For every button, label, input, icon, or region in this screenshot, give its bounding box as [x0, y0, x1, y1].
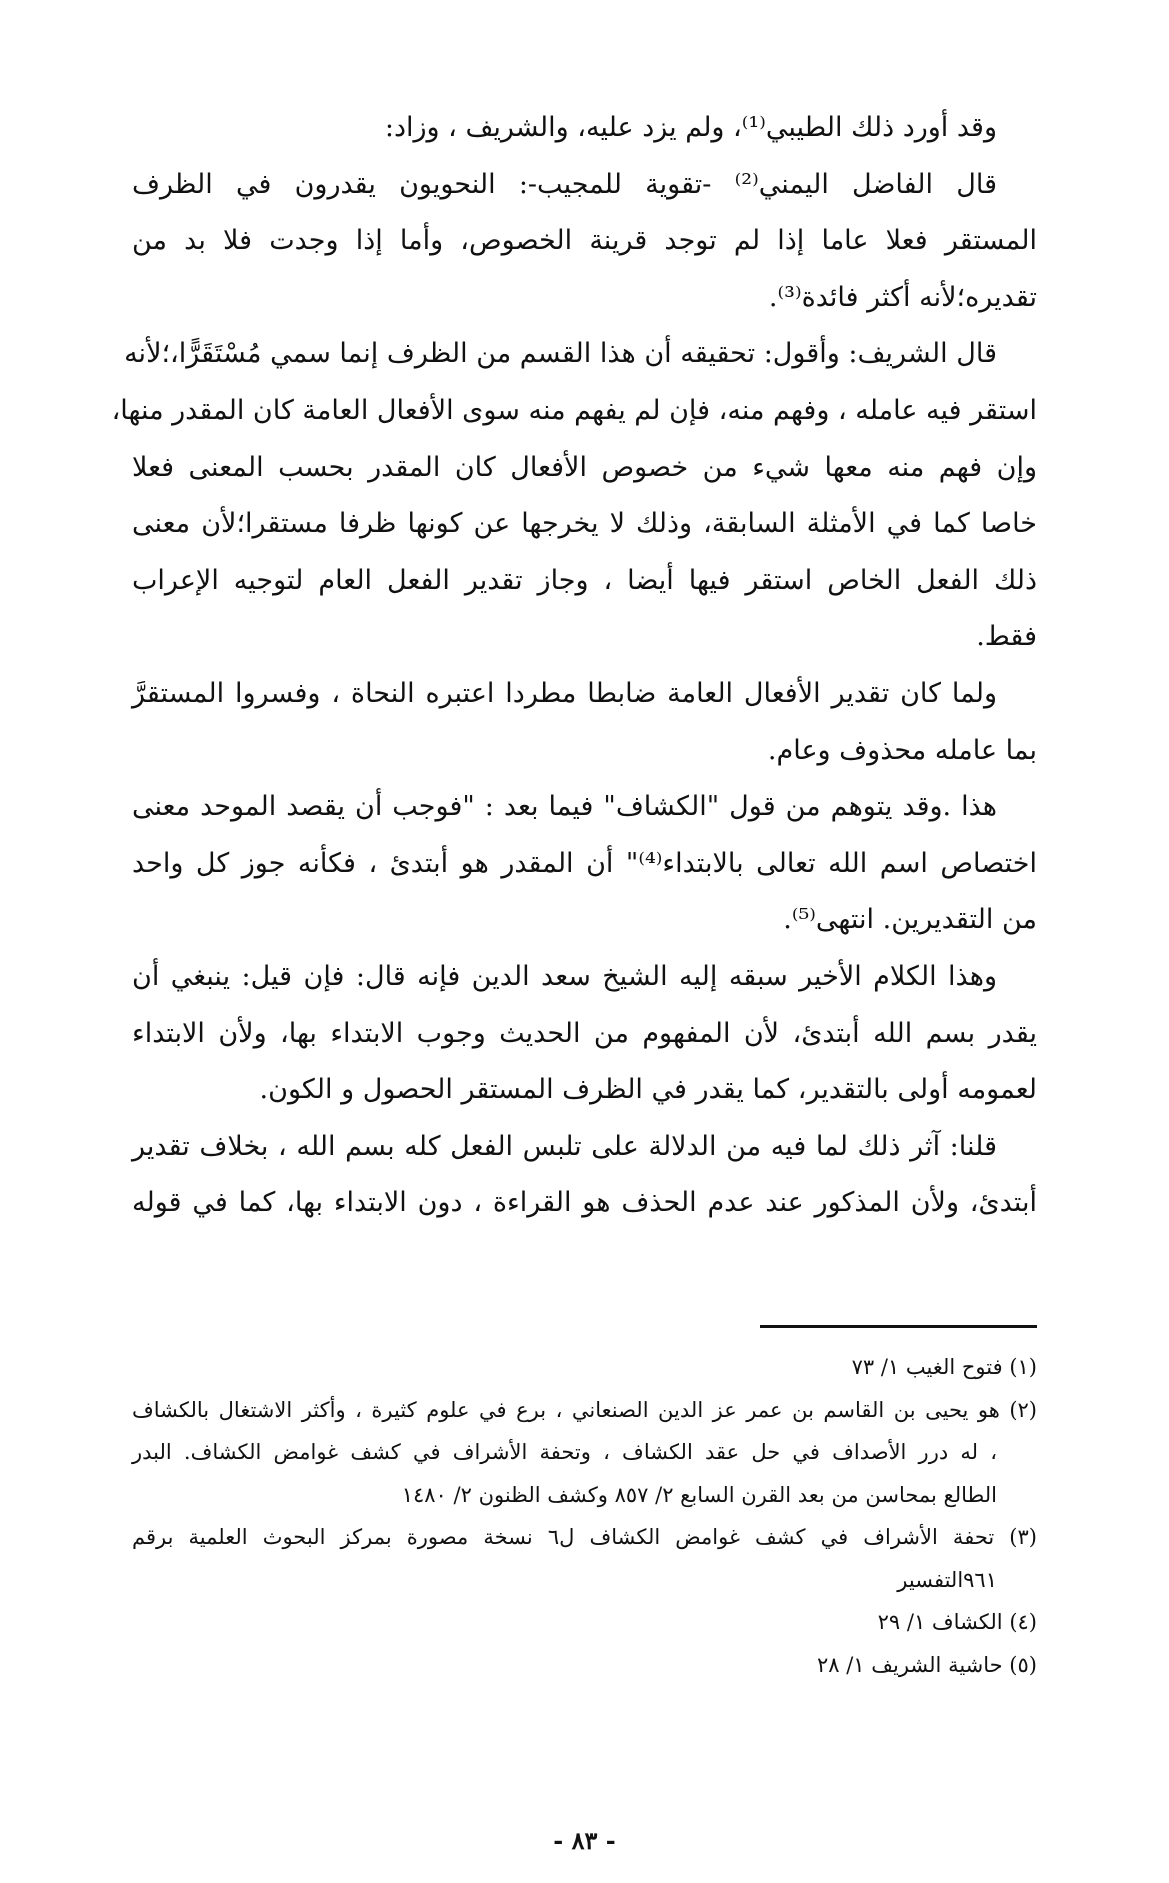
footnote-line: ، له درر الأصداف في حل عقد الكشاف ، وتحفة الأشراف في كشف غوامض الكشاف. البدر — [132, 1440, 997, 1464]
footnotes — [132, 1346, 1037, 1686]
paragraph — [132, 666, 1037, 779]
footnote — [132, 1389, 1037, 1517]
paragraph — [132, 779, 1037, 949]
text-line: خاصا كما في الأمثلة السابقة، وذلك لا يخرجها عن كونها ظرفا مستقرا؛لأن معنى — [132, 508, 1037, 540]
page-number: - ٨٣ - — [553, 1826, 616, 1855]
text-line: تقديره؛لأنه أكثر فائدة⁽³⁾. — [768, 281, 1037, 313]
paragraph — [132, 157, 1037, 327]
text-line: قال الفاضل اليمني⁽²⁾ -تقوية للمجيب-: النحويون يقدرون في الظرف — [132, 168, 998, 200]
text-line: المستقر فعلا عاما إذا لم توجد قرينة الخصوص، وأما إذا وجدت فلا بد من — [132, 225, 1037, 257]
main-text — [111, 100, 1037, 1232]
text-line: وإن فهم منه معها شيء من خصوص الأفعال كان المقدر بحسب المعنى فعلا — [132, 451, 1037, 483]
text-line: اختصاص اسم الله تعالى بالابتداء⁽⁴⁾" أن المقدر هو أبتدئ ، فكأنه جوز كل واحد — [132, 847, 1037, 879]
footnote-line: ٩٦١التفسير — [897, 1567, 997, 1592]
footnote-line: (١) فتوح الغيب ١/ ٧٣ — [851, 1355, 1037, 1379]
paragraph — [132, 100, 1037, 157]
footnote — [132, 1516, 1037, 1601]
footnote — [132, 1601, 1037, 1644]
footnote-line: (٢) هو يحيى بن القاسم بن عمر عز الدين الصنعاني ، برع في علوم كثيرة ، وأكثر الاشتغال بالكشاف — [132, 1397, 1037, 1422]
footnote-line: (٤) الكشاف ١/ ٢٩ — [877, 1610, 1037, 1634]
text-line: استقر فيه عامله ، وفهم منه، فإن لم يفهم منه سوى الأفعال العامة كان المقدر منها، — [111, 394, 1037, 426]
footnote — [132, 1644, 1037, 1687]
paragraph — [132, 949, 1037, 1119]
paragraph — [111, 326, 1037, 666]
footnote-separator — [760, 1325, 1037, 1328]
text-line: فقط. — [976, 621, 1037, 653]
text-line: قال الشريف: وأقول: تحقيقه أن هذا القسم من الظرف إنما سمي مُسْتَقَرًّا،؛لأنه — [124, 338, 997, 370]
text-line: ولما كان تقدير الأفعال العامة ضابطا مطردا اعتبره النحاة ، وفسروا المستقرَّ — [132, 677, 997, 709]
text-line: لعمومه أولى بالتقدير، كما يقدر في الظرف المستقر الحصول و الكون. — [259, 1074, 1037, 1106]
footnote — [132, 1346, 1037, 1389]
footnote-line: الطالع بمحاسن من بعد القرن السابع ٢/ ٨٥٧ وكشف الظنون ٢/ ١٤٨٠ — [401, 1482, 997, 1507]
paragraph — [132, 1119, 1037, 1232]
text-line: بما عامله محذوف وعام. — [767, 734, 1037, 766]
footnote-line: (٥) حاشية الشريف ١/ ٢٨ — [816, 1652, 1037, 1677]
text-line: ذلك الفعل الخاص استقر فيها أيضا ، وجاز تقدير الفعل العام لتوجيه الإعراب — [132, 564, 1037, 596]
text-line: من التقديرين. انتهى⁽⁵⁾. — [783, 904, 1037, 936]
text-line: قلنا: آثر ذلك لما فيه من الدلالة على تلبس الفعل كله بسم الله ، بخلاف تقدير — [132, 1130, 997, 1162]
text-line: وهذا الكلام الأخير سبقه إليه الشيخ سعد الدين فإنه قال: فإن قيل: ينبغي أن — [132, 960, 997, 992]
text-line: أبتدئ، ولأن المذكور عند عدم الحذف هو القراءة ، دون الابتداء بها، كما في قوله — [132, 1187, 1037, 1219]
footnote-line: (٣) تحفة الأشراف في كشف غوامض الكشاف ل٦ نسخة مصورة بمركز البحوث العلمية برقم — [132, 1525, 1037, 1549]
text-line: وقد أورد ذلك الطيبي⁽¹⁾، ولم يزد عليه، والشريف ، وزاد: — [384, 112, 997, 143]
text-line: يقدر بسم الله أبتدئ، لأن المفهوم من الحديث وجوب الابتداء بها، ولأن الابتداء — [132, 1017, 1037, 1049]
text-line: هذا .وقد يتوهم من قول "الكشاف" فيما بعد : "فوجب أن يقصد الموحد معنى — [132, 791, 997, 823]
